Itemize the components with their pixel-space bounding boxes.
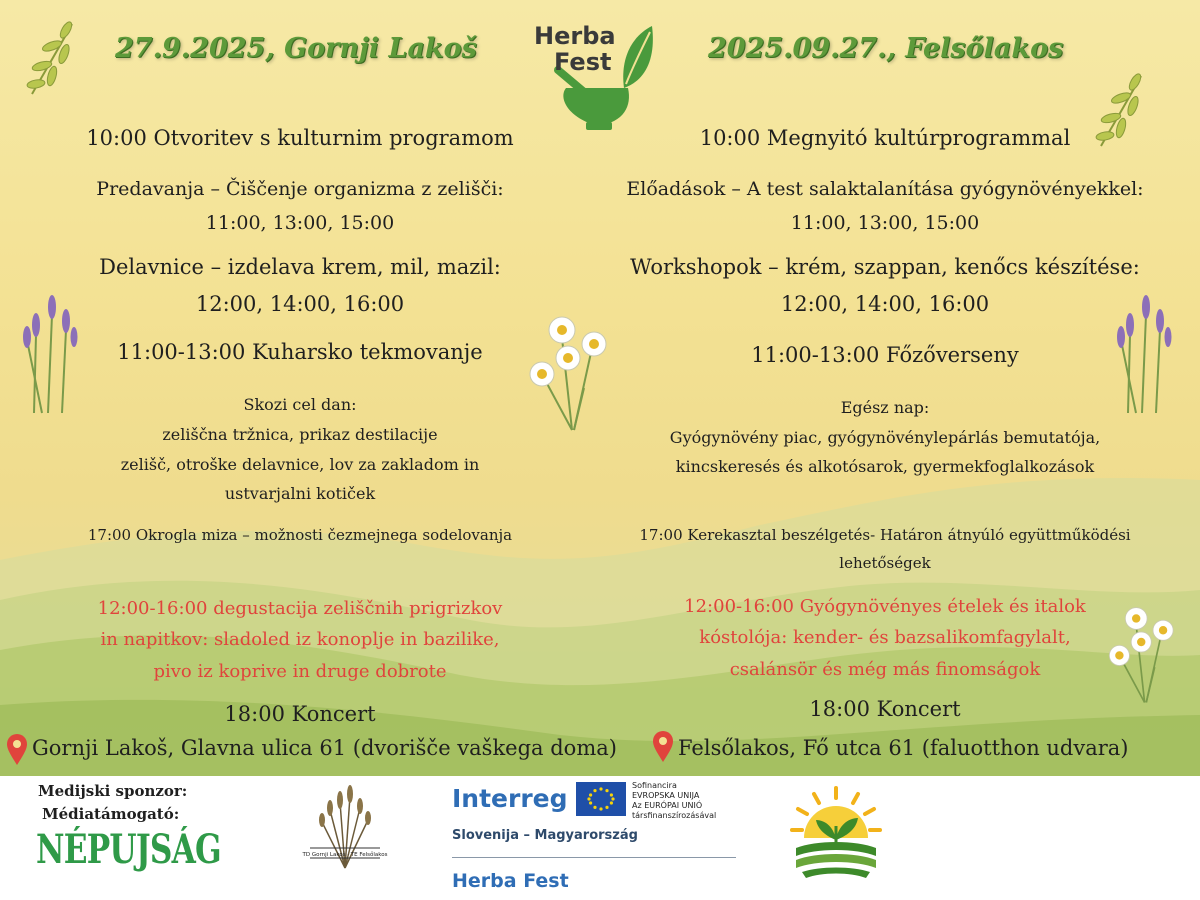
right-opening: 10:00 Megnyitó kultúrprogrammal bbox=[699, 126, 1071, 150]
left-concert: 18:00 Koncert bbox=[224, 702, 376, 726]
eu-text-line: Az EURÓPAI UNIÓ bbox=[632, 801, 703, 810]
left-allday-title: Skozi cel dan: bbox=[243, 395, 357, 414]
media-sponsor-label-sl: Medijski sponzor: bbox=[38, 782, 188, 800]
left-date-title: 27.9.2025, Gornji Lakoš bbox=[115, 33, 477, 64]
nepujsag-logo: NÉPUJSÁG bbox=[36, 826, 221, 873]
right-lectures-times: 11:00, 13:00, 15:00 bbox=[790, 212, 980, 234]
right-date-title: 2025.09.27., Felsőlakos bbox=[708, 33, 1064, 64]
left-tasting-line: pivo iz koprive in druge dobrote bbox=[153, 661, 447, 682]
right-allday-title: Egész nap: bbox=[840, 398, 930, 417]
left-lectures-times: 11:00, 13:00, 15:00 bbox=[205, 212, 395, 234]
right-workshops-times: 12:00, 14:00, 16:00 bbox=[780, 292, 990, 316]
location-pin-icon bbox=[6, 734, 28, 766]
left-tasting-line: in napitkov: sladoled iz konoplje in bazilike, bbox=[100, 629, 500, 650]
eu-cofinancing-text bbox=[632, 781, 716, 821]
eu-text-line: Sofinancira bbox=[632, 781, 677, 790]
right-allday-line: kincskeresés és alkotósarok, gyermekfoglalkozások bbox=[675, 457, 1095, 476]
left-cooking-competition: 11:00-13:00 Kuharsko tekmovanje bbox=[117, 340, 483, 364]
program-name: Slovenija – Magyarország bbox=[452, 828, 638, 843]
right-roundtable: lehetőségek bbox=[839, 554, 931, 572]
left-workshops-times: 12:00, 14:00, 16:00 bbox=[195, 292, 405, 316]
project-name: Herba Fest bbox=[452, 870, 569, 892]
right-cooking-competition: 11:00-13:00 Főzőverseny bbox=[751, 343, 1019, 367]
left-roundtable: 17:00 Okrogla miza – možnosti čezmejnega sodelovanja bbox=[87, 526, 513, 544]
left-address: Gornji Lakoš, Glavna ulica 61 (dvorišče vaškega doma) bbox=[32, 736, 617, 760]
right-workshops-title: Workshopok – krém, szappan, kenőcs készítése: bbox=[630, 255, 1140, 279]
right-roundtable: 17:00 Kerekasztal beszélgetés- Határon átnyúló együttműködési bbox=[639, 526, 1131, 544]
footer-divider bbox=[452, 857, 736, 858]
right-allday-line: Gyógynövény piac, gyógynövénylepárlás bemutatója, bbox=[669, 428, 1101, 447]
right-tasting-line: 12:00-16:00 Gyógynövényes ételek és italok bbox=[684, 596, 1086, 617]
interreg-logo: Interreg bbox=[452, 784, 568, 813]
right-concert: 18:00 Koncert bbox=[809, 697, 961, 721]
herba-fest-logo bbox=[528, 18, 658, 136]
location-pin-icon bbox=[652, 731, 674, 763]
left-workshops-title: Delavnice – izdelava krem, mil, mazil: bbox=[99, 255, 501, 279]
right-tasting-line: kóstolója: kender- és bazsalikomfagylalt, bbox=[699, 627, 1071, 648]
left-allday-line: ustvarjalni kotiček bbox=[224, 484, 376, 503]
left-opening: 10:00 Otvoritev s kulturnim programom bbox=[86, 126, 514, 150]
association-logo-text: TD Gornji Lakoš · TE Felsőlakos bbox=[302, 852, 388, 858]
left-allday-line: zelišč, otroške delavnice, lov za zakladom in bbox=[120, 455, 480, 474]
logo-text-herba: Herba bbox=[534, 22, 616, 50]
leaf-sprig-icon bbox=[22, 18, 80, 98]
right-lectures-title: Előadások – A test salaktalanítása gyógynövényekkel: bbox=[626, 178, 1144, 200]
eu-text-line: társfinanszírozásával bbox=[632, 811, 717, 820]
right-tasting-line: csalánsör és még más finomságok bbox=[729, 659, 1041, 680]
left-allday-line: zeliščna tržnica, prikaz destilacije bbox=[162, 425, 438, 444]
eu-flag-icon bbox=[576, 782, 626, 816]
sun-field-logo bbox=[786, 782, 886, 882]
wheat-association-logo bbox=[300, 782, 390, 872]
eu-text-line: EVROPSKA UNIJA bbox=[632, 791, 700, 800]
right-address: Felsőlakos, Fő utca 61 (faluotthon udvara) bbox=[678, 736, 1129, 760]
left-tasting-line: 12:00-16:00 degustacija zeliščnih prigrizkov bbox=[97, 598, 503, 619]
media-sponsor-label-hu: Médiatámogató: bbox=[42, 805, 180, 823]
logo-text-fest: Fest bbox=[554, 48, 612, 76]
left-lectures-title: Predavanja – Čiščenje organizma z zelišči: bbox=[96, 178, 504, 200]
